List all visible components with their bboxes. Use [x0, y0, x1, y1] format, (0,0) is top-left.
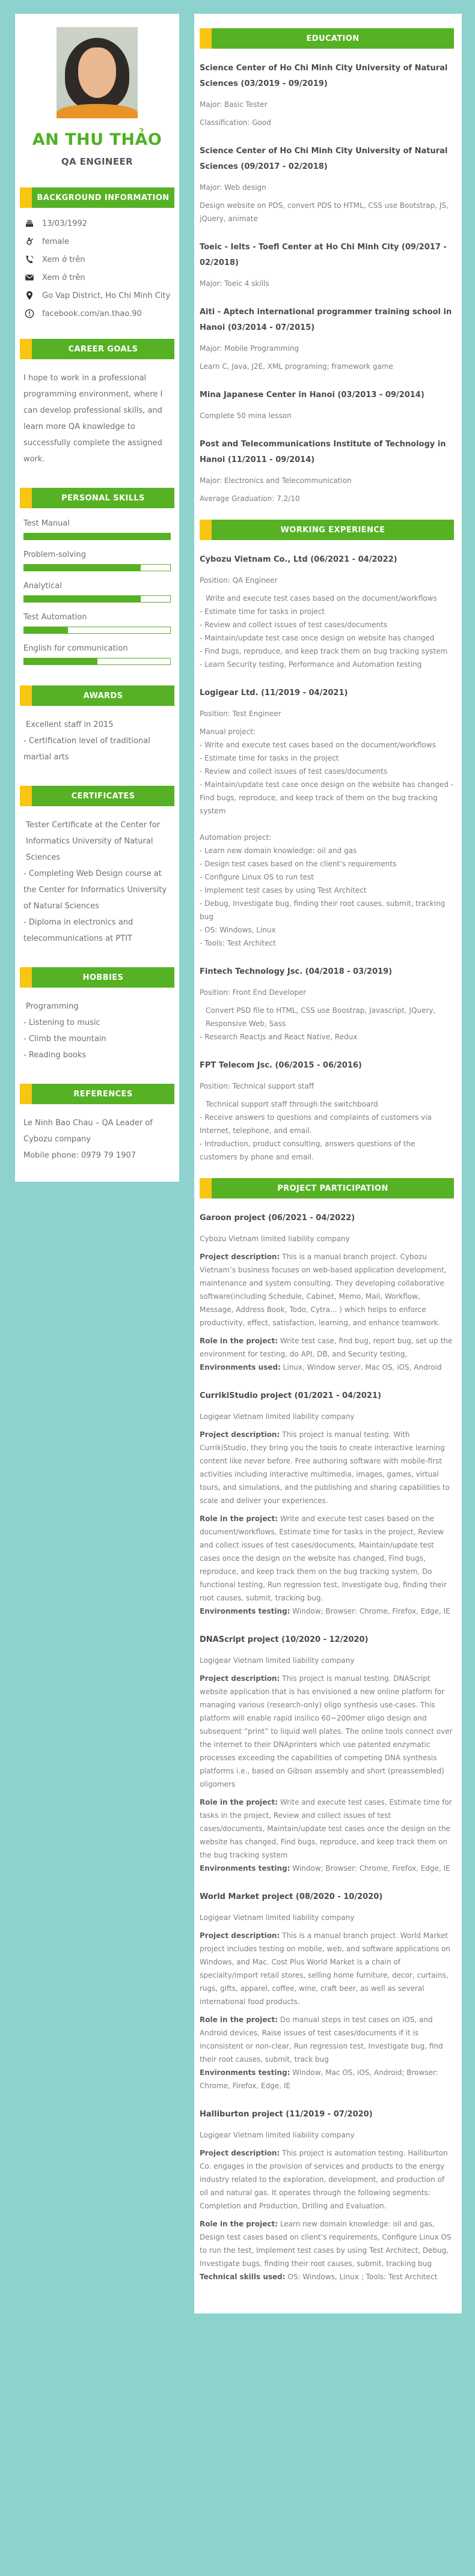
section-title: AWARDS: [32, 685, 174, 706]
experience-line: - Design test cases based on the client’s requirements: [200, 860, 397, 868]
field-label: Project description:: [200, 1430, 280, 1439]
project-company: Logigear Vietnam limited liability company: [200, 1656, 355, 1665]
experience-position: Position: Technical support staff: [200, 1082, 314, 1090]
skill-progress-bar: [23, 627, 171, 634]
skill-item: [20, 613, 174, 634]
skill-item: [20, 644, 174, 665]
field-text: This is a manual branch project. Cybozu Vietnam’s business focuses on web-based application development, maintenance and system consulting. They developing collaborative software(including Schedule, Cabinet, Memo, Mail, Workflow, Message, Address Book, Todo, Cytra... ) which helps to enforce productivity, effect, satisfaction, learning, and enhance teamwork.: [200, 1253, 447, 1327]
project-role: [200, 1334, 454, 1361]
experience-line-spacer: [200, 818, 454, 831]
hobby-line: - Reading books: [23, 1051, 87, 1060]
skill-item: [20, 550, 174, 571]
field-label: Environments testing:: [200, 2068, 290, 2077]
education-line: Average Graduation: 7.2/10: [200, 494, 300, 503]
experience-line: - Tools: Test Architect: [200, 939, 276, 947]
experience-line: - Maintain/update test case once design on website has changed: [200, 634, 435, 642]
field-text: Do manual steps in test cases on iOS, and Android devices, Raise issues of test cases/documents if it is inconsistent or non-clear, Run regression test, Investigate bug, find their root causes, submit, track bug: [200, 2016, 443, 2064]
award-line: - Certification level of traditional martial arts: [23, 737, 150, 762]
email-icon: [25, 273, 34, 282]
field-text: This project is automation testing. Halliburton Co. engages in the provision of services and products to the energy industry related to the exploration, development, and production of oil and natural gas. It operates through the following segments: Completion and Production, Drilling and Evaluation.: [200, 2149, 448, 2210]
experience-line: Write and execute test cases based on the document/workflows: [206, 594, 437, 603]
reference-line: Le Ninh Bao Chau – QA Leader of Cybozu company: [23, 1119, 153, 1144]
project-item: [200, 1388, 454, 1618]
section-title: PROJECT PARTICIPATION: [212, 1178, 454, 1198]
field-text: Window; Browser: Chrome, Firefox, Edge, IE: [292, 1864, 450, 1873]
project-heading: DNAScript project (10/2020 - 12/2020): [200, 1635, 369, 1644]
project-description: [200, 1929, 454, 2008]
section-title: PERSONAL SKILLS: [32, 488, 174, 508]
project-environments: [200, 2066, 454, 2092]
career-goals-text: I hope to work in a professional programming environment, where I can develop professional skills, and learn more QA knowledge to successfully complete the assigned work.: [23, 374, 163, 464]
field-label: Project description:: [200, 1674, 280, 1683]
section-certificates: [20, 786, 174, 947]
section-project-participation: [200, 1178, 454, 2283]
references-header: [20, 1084, 174, 1104]
header-yellow-accent: [20, 1084, 32, 1104]
project-environments: [200, 1862, 454, 1875]
skill-progress-bar: [23, 658, 171, 665]
experience-line: Manual project:: [200, 728, 256, 736]
personal-skills-header: [20, 488, 174, 508]
field-label: Environments used:: [200, 1363, 281, 1372]
education-item: [200, 61, 454, 129]
experience-heading: Fintech Technology Jsc. (04/2018 - 03/2019): [200, 967, 393, 976]
gender-icon: [25, 237, 34, 246]
education-heading: Science Center of Ho Chi Minh City University of Natural Sciences (03/2019 - 09/2019): [200, 64, 448, 88]
experience-line: Automation project:: [200, 833, 272, 842]
experience-line: - Implement test cases by using Test Architect: [200, 886, 367, 895]
section-working-experience: [200, 520, 454, 1164]
skill-progress-bar: [23, 595, 171, 603]
skill-progress-fill: [24, 658, 97, 664]
project-role: [200, 2013, 454, 2066]
skill-label: Test Manual: [23, 519, 70, 528]
education-line: Design website on PDS, convert PDS to HTML, CSS use Bootstrap, JS, jQuery, animate: [200, 201, 449, 223]
skill-item: [20, 519, 174, 540]
education-item: [200, 240, 454, 290]
header-yellow-accent: [200, 520, 212, 540]
field-text: Learn new domain knowledge: oil and gas, Design test cases based on client’s requirements, Configure Linux OS to run the test, Implement test cases by using Test Architect, Debug, Investigate bugs, finding their root causes, submit, tracking bug: [200, 2220, 452, 2268]
experience-line: - Debug, Investigate bug, finding their root causes, submit, tracking bug: [200, 899, 446, 921]
birthday-icon: [25, 219, 34, 228]
section-title: REFERENCES: [32, 1084, 174, 1104]
info-text: Xem ở trên: [42, 273, 85, 282]
header-yellow-accent: [20, 187, 32, 208]
section-title: HOBBIES: [32, 967, 174, 988]
field-label: Role in the project:: [200, 2220, 278, 2228]
education-header: [200, 28, 454, 49]
skill-item: [20, 582, 174, 603]
header-yellow-accent: [200, 1178, 212, 1198]
field-text: Write and execute test cases, Estimate time for tasks in the project, Review and collect issues of test cases/documents, Maintain/update test cases once the design on the website has changed, Find bugs, reproduce, and keep track them on the bug tracking system: [200, 1798, 452, 1859]
project-heading: Halliburton project (11/2019 - 07/2020): [200, 2110, 373, 2119]
project-participation-header: [200, 1178, 454, 1198]
field-text: Write test case, find bug, report bug, set up the environment for testing, do API, DB, and Security testing,: [200, 1337, 453, 1358]
background-information-header: [20, 187, 174, 208]
info-text: Go Vap District, Ho Chi Minh City: [42, 291, 171, 300]
photo-shirt-shape: [57, 104, 138, 118]
field-text: This project is manual testing. DNAScript website application that is has envisioned a new online platform for managing various (research-only) oligo synthesis use-cases. This platform will enable rapid insilico 60~200mer oligo design and subsequent “print” to liquid well plates. The online tools connect over the internet to their DNAprinters which use patented enzymatic processes exceeding the capabilities of competing DNA synthesis platforms i.e., based on Gibson assembly and short (preassembled) oligomers: [200, 1674, 453, 1788]
project-description: [200, 1672, 454, 1791]
info-icon: [25, 309, 34, 318]
skill-progress-fill: [24, 533, 170, 539]
experience-item: [200, 685, 454, 950]
field-label: Environments testing:: [200, 1607, 290, 1615]
location-icon: [25, 291, 34, 300]
working-experience-header: [200, 520, 454, 540]
field-label: Role in the project:: [200, 1337, 278, 1345]
section-title: CAREER GOALS: [32, 339, 174, 359]
skill-label: English for communication: [23, 644, 128, 653]
skill-progress-bar: [23, 564, 171, 571]
education-heading: Aiti - Aptech international programmer training school in Hanoi (03/2014 - 07/2015): [200, 308, 452, 332]
experience-line: - Estimate time for tasks in project: [200, 607, 325, 616]
certificate-line: Tester Certificate at the Center for Informatics University of Natural Sciences: [26, 821, 161, 862]
skill-label: Problem-solving: [23, 550, 86, 559]
main-column: [194, 14, 462, 2313]
field-text: This project is manual testing. With CurrikiStudio, they bring you the tools to create interactive learning content like never before. Free authoring software with mobile-first activities including interactive multimedia, images, games, virtual tours, and simulations, and the publishing and sharing capabilities to scale and deliver your experiences.: [200, 1430, 450, 1505]
hobby-line: - Listening to music: [23, 1018, 100, 1027]
background-info-list: [21, 219, 174, 318]
section-career-goals: [20, 339, 174, 467]
project-item: [200, 1889, 454, 2092]
education-line: Major: Electronics and Telecommunication: [200, 476, 352, 485]
project-description: [200, 1428, 454, 1507]
project-heading: World Market project (08/2020 - 10/2020): [200, 1892, 383, 1901]
experience-line: - Write and execute test cases based on the document/workflows: [200, 741, 436, 749]
skill-label: Analytical: [23, 582, 62, 591]
experience-line: - Maintain/update test case once design on the website has changed - Find bugs, reproduce, and keep track of them on the bug tracking system: [200, 780, 454, 815]
section-awards: [20, 685, 174, 765]
project-role: [200, 2217, 454, 2270]
hobby-line: Programming: [26, 1002, 79, 1011]
header-yellow-accent: [20, 339, 32, 359]
experience-line: - Learn new domain knowledge: oil and gas: [200, 846, 357, 855]
header-yellow-accent: [20, 685, 32, 706]
experience-heading: FPT Telecom Jsc. (06/2015 - 06/2016): [200, 1061, 362, 1070]
field-text: Window, Mac OS, iOS, Android; Browser: Chrome, Firefox, Edge, IE: [200, 2068, 438, 2090]
hobby-line: - Climb the mountain: [23, 1034, 106, 1043]
project-company: Cybozu Vietnam limited liability company: [200, 1235, 350, 1243]
header-yellow-accent: [20, 786, 32, 806]
education-line: Classification: Good: [200, 118, 271, 127]
experience-line: - Configure Linux OS to run test: [200, 873, 314, 881]
award-line: Excellent staff in 2015: [26, 720, 114, 729]
education-line: Complete 50 mina lesson: [200, 412, 292, 420]
hobbies-header: [20, 967, 174, 988]
project-description: [200, 1250, 454, 1329]
reference-line: Mobile phone: 0979 79 1907: [23, 1151, 136, 1160]
field-label: Project description:: [200, 1253, 280, 1261]
field-label: Project description:: [200, 1931, 280, 1940]
project-item: [200, 1211, 454, 1374]
section-hobbies: [20, 967, 174, 1063]
info-text: facebook.com/an.thao.90: [42, 309, 142, 318]
photo-face-shape: [78, 47, 116, 98]
header-yellow-accent: [20, 488, 32, 508]
experience-position: Position: Test Engineer: [200, 709, 281, 718]
awards-header: [20, 685, 174, 706]
field-text: Window; Browser: Chrome, Firefox, Edge, IE: [292, 1607, 450, 1615]
project-heading: CurrikiStudio project (01/2021 - 04/2021): [200, 1391, 381, 1400]
section-title: BACKGROUND INFORMATION: [32, 187, 174, 208]
skill-label: Test Automation: [23, 613, 87, 622]
skill-progress-fill: [24, 565, 141, 571]
section-personal-skills: [20, 488, 174, 665]
education-heading: Post and Telecommunications Institute of Technology in Hanoi (11/2011 - 09/2014): [200, 440, 446, 464]
experience-line: - Review and collect issues of test cases/documents: [200, 767, 388, 776]
section-title: EDUCATION: [212, 28, 454, 49]
field-text: OS: Windows, Linux ; Tools: Test Architect: [287, 2273, 438, 2281]
project-company: Logigear Vietnam limited liability company: [200, 2131, 355, 2139]
info-text: 13/03/1992: [42, 219, 87, 228]
field-label: Project description:: [200, 2149, 280, 2157]
skill-progress-fill: [24, 627, 68, 633]
experience-line: - Research Reactjs and React Native, Redux: [200, 1033, 358, 1041]
info-text: female: [42, 237, 69, 246]
list-item: [25, 255, 171, 264]
profile-title: QA ENGINEER: [61, 156, 133, 167]
experience-line: - Introduction, product consulting, answers questions of the customers by phone and email.: [200, 1140, 415, 1161]
education-item: [200, 437, 454, 505]
list-item: [25, 273, 171, 282]
list-item: [25, 291, 171, 300]
education-line: Major: Web design: [200, 183, 266, 192]
education-line: Major: Mobile Programming: [200, 344, 299, 353]
education-heading: Science Center of Ho Chi Minh City University of Natural Sciences (09/2017 - 02/2018): [200, 147, 448, 171]
project-company: Logigear Vietnam limited liability company: [200, 1913, 355, 1922]
skill-progress-bar: [23, 533, 171, 540]
field-label: Environments testing:: [200, 1864, 290, 1873]
field-text: Write and execute test cases based on the document/workflows, Estimate time for tasks in the project, Review and collect issues of test cases/documents, Maintain/update test cases once the design on the website has changed, Find bugs, reproduce, and keep track them on the bug tracking system, Do functional testing, Run regression test, Investigate bug, finding their root causes, submit, tracking bug.: [200, 1514, 447, 1602]
experience-item: [200, 552, 454, 671]
project-environments: [200, 1361, 454, 1374]
education-line: Major: Toeic 4 skills: [200, 279, 269, 288]
experience-line: - Find bugs, reproduce, and keep track them on bug tracking system: [200, 647, 448, 655]
sidebar: [15, 14, 179, 1182]
info-text: Xem ở trên: [42, 255, 85, 264]
field-label: Role in the project:: [200, 1798, 278, 1806]
project-item: [200, 2107, 454, 2283]
project-environments: [200, 1605, 454, 1618]
list-item: [25, 309, 171, 318]
project-description: [200, 2146, 454, 2213]
field-text: Linux, Window server, Mac OS, iOS, Android: [283, 1363, 442, 1372]
field-label: Role in the project:: [200, 1514, 278, 1523]
experience-line: - Estimate time for tasks in the project: [200, 754, 339, 762]
experience-item: [200, 964, 454, 1043]
education-item: [200, 387, 454, 422]
experience-position: Position: Front End Developer: [200, 988, 307, 997]
section-title: CERTIFICATES: [32, 786, 174, 806]
education-line: Major: Basic Tester: [200, 100, 268, 109]
experience-line: - OS: Windows, Linux: [200, 926, 276, 934]
experience-line: Technical support staff through the switchboard: [206, 1100, 378, 1108]
experience-line: Convert PSD file to HTML, CSS use Boostrap, Javascript, JQuery, Responsive Web, Sass: [206, 1006, 436, 1028]
education-heading: Mina Japanese Center in Hanoi (03/2013 - 09/2014): [200, 390, 424, 399]
certificate-line: - Completing Web Design course at the Center for Informatics University of Natural Sciences: [23, 869, 167, 911]
profile-name: AN THU THẢO: [32, 130, 162, 149]
experience-line: - Learn Security testing, Performance and Automation testing: [200, 660, 422, 669]
field-text: This is a manual branch project. World Market project includes testing on mobile, web, and software applications on Windows, and Mac. Cost Plus World Market is a chain of specialty/import retail stores, selling home furniture, decor, curtains, rugs, gifts, apparel, coffee, wine, craft beer, as well as several international food products.: [200, 1931, 450, 2006]
experience-heading: Logigear Ltd. (11/2019 - 04/2021): [200, 688, 348, 697]
header-yellow-accent: [200, 28, 212, 49]
project-role: [200, 1796, 454, 1862]
experience-heading: Cybozu Vietnam Co., Ltd (06/2021 - 04/2022): [200, 555, 397, 564]
header-yellow-accent: [20, 967, 32, 988]
experience-item: [200, 1058, 454, 1164]
list-item: [25, 237, 171, 246]
phone-icon: [25, 255, 34, 264]
section-references: [20, 1084, 174, 1164]
certificate-line: - Diploma in electronics and telecommunications at PTIT: [23, 918, 133, 943]
project-item: [200, 1632, 454, 1875]
field-label: Technical skills used:: [200, 2273, 286, 2281]
experience-position: Position: QA Engineer: [200, 576, 278, 585]
education-heading: Toeic - Ielts - Toefl Center at Ho Chi Minh City (09/2017 - 02/2018): [200, 243, 447, 267]
section-title: WORKING EXPERIENCE: [212, 520, 454, 540]
profile-photo: [57, 27, 138, 118]
project-role: [200, 1512, 454, 1605]
career-goals-header: [20, 339, 174, 359]
section-education: [200, 28, 454, 505]
project-technical-skills: [200, 2270, 454, 2283]
education-item: [200, 305, 454, 373]
certificates-header: [20, 786, 174, 806]
experience-line: - Review and collect issues of test cases/documents: [200, 621, 388, 629]
project-heading: Garoon project (06/2021 - 04/2022): [200, 1214, 355, 1223]
education-line: Learn C, Java, J2E, XML programing; framework game: [200, 362, 393, 371]
section-background-information: [20, 187, 174, 318]
education-item: [200, 144, 454, 225]
field-label: Role in the project:: [200, 2016, 278, 2024]
list-item: [25, 219, 171, 228]
skill-progress-fill: [24, 596, 141, 602]
experience-line: - Receive answers to questions and complaints of customers via Internet, telephone, and email.: [200, 1113, 432, 1135]
project-company: Logigear Vietnam limited liability company: [200, 1412, 355, 1421]
